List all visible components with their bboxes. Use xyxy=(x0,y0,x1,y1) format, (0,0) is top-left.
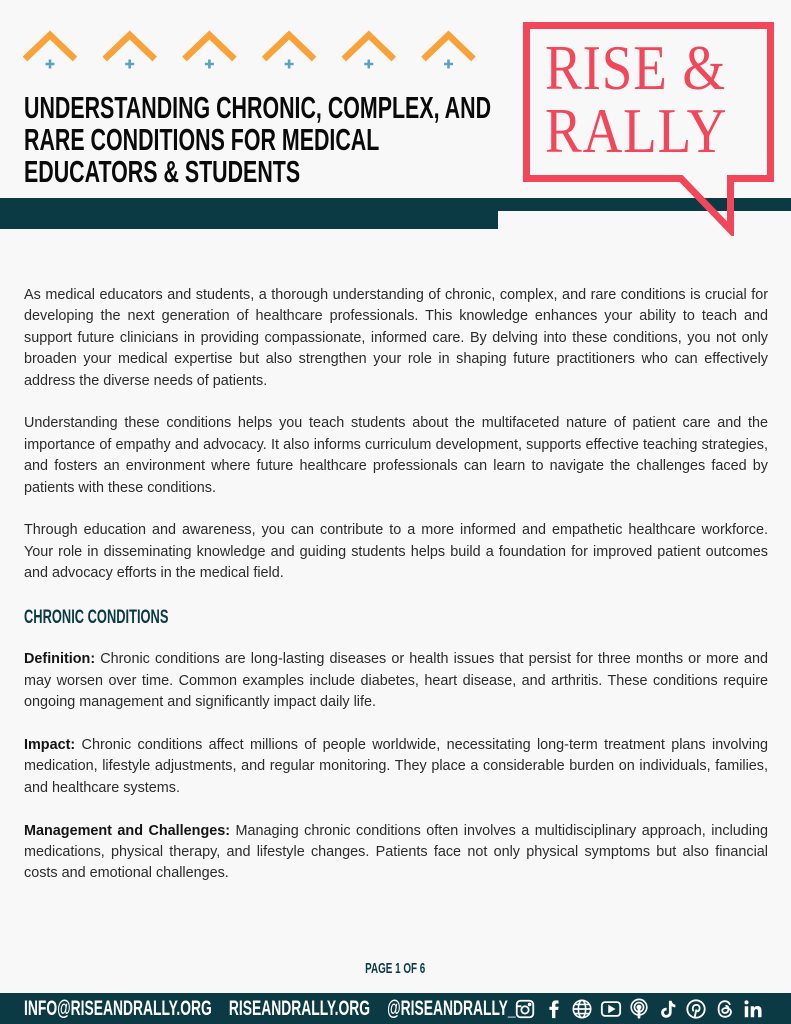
impact-label: Impact: xyxy=(24,737,76,754)
intro-paragraph-1: As medical educators and students, a thorough understanding of chronic, complex, and rare conditions is crucial for developing the next generation of healthcare professionals. This knowledge enhances your ability to teach and support future clinicians in providing compassionate, informed care. By delving into these conditions, you not only broaden your medical expertise but also strengthen your role in shaping future practitioners who can effectively address the diverse needs of patients. xyxy=(24,287,768,389)
pinterest-icon[interactable] xyxy=(685,998,707,1020)
chevron-shape xyxy=(105,35,155,59)
title-line-3: EDUCATORS & STUDENTS xyxy=(24,154,301,189)
impact-text: Chronic conditions affect millions of people worldwide, necessitating long-term treatment plans involving medication, lifestyle adjustments, and regular monitoring. They place a considerable burden on individuals, families, and healthcare systems. xyxy=(24,737,768,796)
chevron-row xyxy=(0,0,500,80)
plus-shape xyxy=(444,60,453,69)
chevron-shape xyxy=(344,35,394,59)
definition-text: Chronic conditions are long-lasting diseases or health issues that persist for three months or more and may worsen over time. Common examples include diabetes, heart disease, and arthritis. These conditions require ongoing management and significantly impact daily life. xyxy=(24,651,768,711)
section-heading-text: CHRONIC CONDITIONS xyxy=(24,606,169,629)
intro-paragraph-3: Through education and awareness, you can contribute to a more informed and empathetic healthcare workforce. Your role in disseminating knowledge and guiding students helps build a foundation for improved patient outcomes and advocacy efforts in the medical field. xyxy=(24,522,768,582)
page-number xyxy=(0,960,791,978)
page-number-text: PAGE 1 OF 6 xyxy=(365,961,426,977)
logo-text-line-1: RISE & xyxy=(545,32,727,103)
podcast-icon[interactable] xyxy=(628,998,650,1020)
management-paragraph xyxy=(24,821,768,885)
section-heading xyxy=(24,606,768,628)
plus-shape xyxy=(46,60,55,69)
footer-bar xyxy=(0,993,791,1024)
footer-handle-link[interactable]: @RISEANDRALLY_ xyxy=(387,997,516,1020)
tiktok-icon[interactable] xyxy=(657,998,679,1020)
page-title xyxy=(24,92,507,188)
plus-shape xyxy=(205,60,214,69)
title-line-1: UNDERSTANDING CHRONIC, COMPLEX, AND xyxy=(24,90,492,125)
facebook-icon[interactable] xyxy=(543,998,565,1020)
chevron-shape xyxy=(264,35,314,59)
social-icons xyxy=(514,996,771,1022)
globe-icon[interactable] xyxy=(571,998,593,1020)
chevron-plus-icon xyxy=(105,35,155,69)
logo-text-line-2: RALLY xyxy=(545,95,728,166)
definition-label: Definition: xyxy=(24,651,96,668)
chevron-plus-icon xyxy=(184,35,234,69)
plus-shape xyxy=(285,60,294,69)
header-divider-bar-thick xyxy=(0,198,498,229)
chevron-plus-icon xyxy=(264,35,314,69)
impact-paragraph xyxy=(24,735,768,799)
footer-contact xyxy=(24,997,529,1021)
youtube-icon[interactable] xyxy=(600,998,622,1020)
management-label: Management and Challenges: xyxy=(24,822,231,839)
chevron-shape xyxy=(424,35,474,59)
plus-shape xyxy=(364,60,373,69)
management-text: Managing chronic conditions often involves a multidisciplinary approach, including medications, physical therapy, and lifestyle changes. Patients face not only physical symptoms but also financial costs and emotional challenges. xyxy=(24,822,768,882)
chevron-plus-icon xyxy=(344,35,394,69)
plus-shape xyxy=(125,60,134,69)
linkedin-icon[interactable] xyxy=(742,998,764,1020)
footer-website-link[interactable]: RISEANDRALLY.ORG xyxy=(228,997,371,1020)
title-line-2: RARE CONDITIONS FOR MEDICAL xyxy=(24,122,380,157)
chevron-shape xyxy=(184,35,234,59)
threads-icon[interactable] xyxy=(714,998,736,1020)
intro-paragraph-2: Understanding these conditions helps you teach students about the multifaceted nature of patient care and the importance of empathy and advocacy. It also informs curriculum development, supports effective teaching strategies, and fosters an environment where future healthcare professionals can learn to navigate the challenges faced by patients with these conditions. xyxy=(24,415,768,496)
definition-paragraph xyxy=(24,649,768,713)
instagram-icon[interactable] xyxy=(514,998,536,1020)
chevron-plus-icon xyxy=(25,35,75,69)
chevron-plus-icon xyxy=(424,35,474,69)
document-body xyxy=(24,285,768,906)
footer-email-link[interactable]: INFO@RISEANDRALLY.ORG xyxy=(24,997,212,1020)
chevron-shape xyxy=(25,35,75,59)
